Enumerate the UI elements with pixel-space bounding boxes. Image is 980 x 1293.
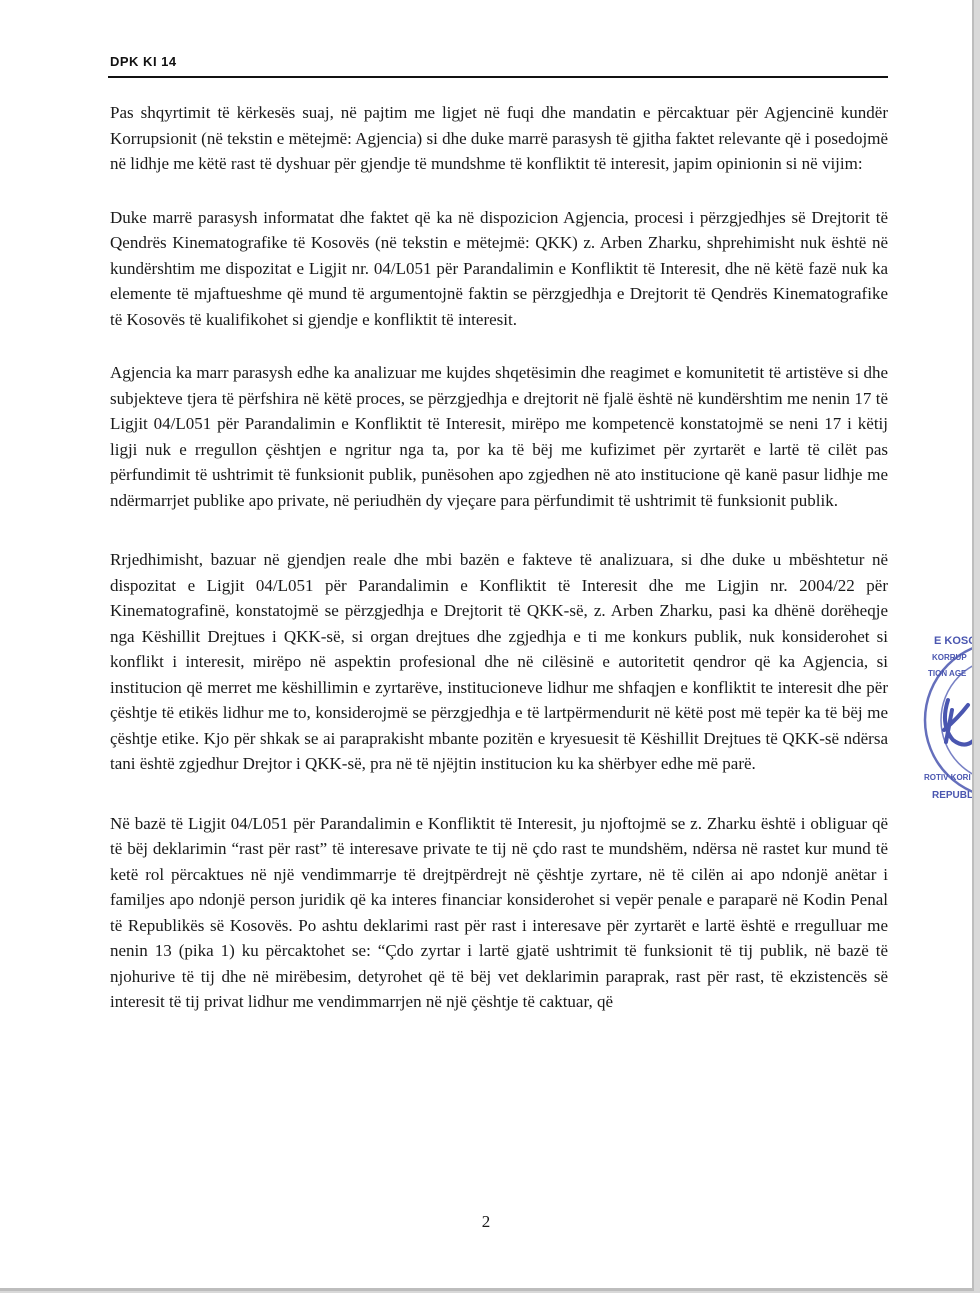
document-body	[110, 100, 888, 1015]
page-number: 2	[481, 1212, 491, 1231]
paragraph-intro: Pas shqyrtimit të kërkesës suaj, në pajtim me ligjet në fuqi dhe mandatin e përcaktuar për Agjencinë kundër Korrupsionit (në tekstin e mëtejmë: Agjencia) si dhe duke marrë parasysh të gjitha faktet relevante që i posedojmë në lidhje me këtë rast të dyshuar për gjendje të mundshme të konfliktit të interesit, japim opinionin si në vijim:	[110, 103, 888, 173]
stamp-text-bottom: REPUBL	[932, 790, 974, 801]
document-code: DPK KI 14	[110, 54, 177, 69]
stamp-text-mid2: TION AGE	[928, 669, 967, 678]
paragraph-selection-process: Duke marrë parasysh informatat dhe faktet që ka në dispozicion Agjencia, procesi i përzgjedhjes së Drejtorit të Qendrës Kinematografike të Kosovës (në tekstin e mëtejmë: QKK) z. Arben Zharku, shprehimisht nuk është në kundërshtim me dispozitat e Ligjit nr. 04/L051 për Parandalimin e Konfliktit të Interesit, dhe në këtë fazë nuk ka elemente të mjaftueshme që mund të argumentojnë faktin se përzgjedhja e Drejtorit të Qendrës Kinematografike të Kosovës të kualifikohet si gjendje e konfliktit të interesit.	[110, 207, 888, 329]
paragraph-obligation: Në bazë të Ligjit 04/L051 për Parandalimin e Konfliktit të Interesit, ju njoftojmë se z. Zharku është i obliguar që të bëj deklarimin “rast për rast” të interesave private te tij në çdo rast te mundshëm, ndërsa në rastet kur mund të ketë rol përcaktues në një vendimmarrje të drejtpërdrejt në çështje zyrtare, në të cilën ai apo ndonjë anëtar i familjes apo ndonjë person juridik që ka interes financiar konsiderohet si vepër penale e paraparë në Kodin Penal të Republikës së Kosovës. Po ashtu deklarimi rast për rast i interesave për zyrtarët e lartë është e rregulluar me nenin 13 (pika 1) ku përcaktohet se: “Çdo zyrtar i lartë gjatë ushtrimit të funksionit të tij publik, në bazë të njohurive të tij dhe në mirëbesim, detyrohet që të bëj vet deklarimin paraprak, rast për rast, të ekzistencës së interesit të tij privat lidhur me vendimmarrjen në një çështje të caktuar, që	[110, 813, 888, 1011]
stamp-emblem-icon	[944, 700, 974, 745]
stamp-text-top: E KOSO	[934, 635, 977, 647]
stamp-text-mid1: KORRUP	[932, 653, 967, 662]
paragraph-conclusion: Rrjedhimisht, bazuar në gjendjen reale dhe mbi bazën e fakteve të analizuara, si dhe duke u mbështetur në dispozitat e Ligjit 04/L051 për Parandalimin e Konfliktit të Interesit dhe me Ligjin nr. 2004/22 për Kinematografinë, konstatojmë se përzgjedhja e Drejtorit të QKK-së, z. Arben Zharku, pasi ka dhënë dorëheqje nga Këshillit Drejtues i QKK-së, si organ drejtues dhe zgjedhja e ti me konkurs publik, nuk konsiderohet si konflikt i interesit, mirëpo në aspektin profesional dhe në cilësinë e autoritetit qendror që ka Agjencia, si institucion që merret me këshillimin e zyrtarëve, institucioneve lidhur me shfaqjen e konfliktit te interesit dhe për çështje të etikës lidhur me to, konsiderojmë se përzgjedhja e të lartpërmendurit në këtë post më tepër ka të bëj me çështje etike. Kjo për shkak se ai paraprakisht mbante pozitën e kryesuesit të Këshillit Drejtues të QKK-së ndërsa tani është zgjedhur Drejtor i QKK-së, pra në të njëjtin institucion ku ka shërbyer edhe më parë.	[110, 550, 888, 773]
paragraph-agency-analysis: Agjencia ka marr parasysh edhe ka analizuar me kujdes shqetësimin dhe reagimet e komunitetit të artistëve si dhe subjekteve tjera të përfshira në këtë proces, se përzgjedhja e drejtorit në fjalë është në kundërshtim me nenin 17 të Ligjit 04/L051 për Parandalimin e Konfliktit të Interesit, mirëpo me kompetencë konstatojmë se neni 17 i këtij ligji nuk e rregullon çështjen e ngritur nga ta, por ka të bëj me kufizimet për zyrtarët e lartë të cilët pas përfundimit të ushtrimit të funksionit publik, punësohen apo zgjedhen në ato institucione që kanë pasur lidhje me ndërmarrjet publike apo private, në periudhën dy vjeçare para përfundimit të ushtrimit të funksionit publik.	[110, 363, 888, 510]
stamp-text-low: ROTIV KORI	[924, 773, 971, 782]
agency-stamp-seal	[918, 620, 977, 820]
header-rule	[108, 76, 888, 78]
